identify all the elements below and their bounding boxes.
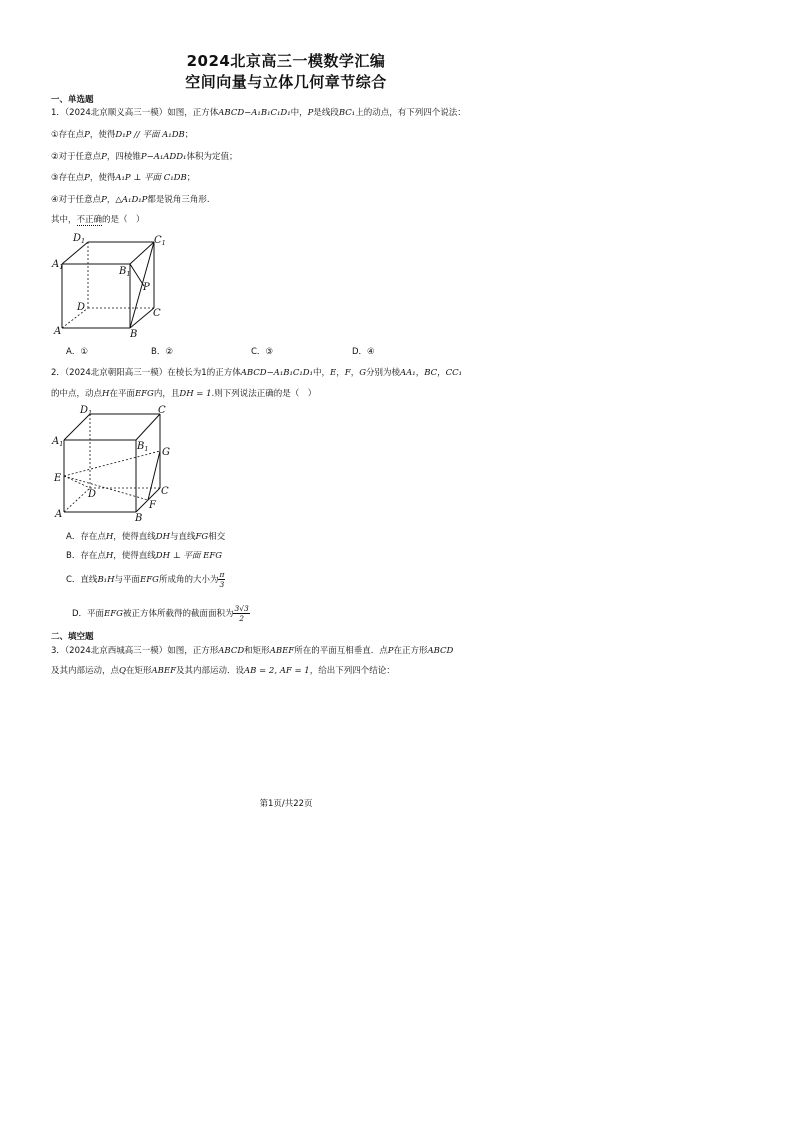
segment (130, 264, 144, 286)
q1-cube-figure (50, 230, 180, 342)
label-d: D (77, 302, 86, 313)
label-b: B (130, 329, 138, 340)
fraction-3sqrt3-over-2: $\frac{3√3}{2}$ (234, 604, 249, 623)
label-d1: $D_1$ (73, 233, 86, 245)
label-b: B (135, 513, 143, 524)
q2-option-d[interactable]: D．平面EFG被正方体所截得的截面面积为 $\frac{3√3}{2}$ (72, 604, 249, 623)
q2-option-a[interactable]: A．存在点H，使得直线DH与直线FG相交 (66, 532, 226, 542)
hidden-edge (64, 488, 90, 512)
q1-question: 其中，不正确的是（ ） (51, 215, 145, 225)
label-b1: $B_1$ (119, 266, 131, 278)
q1-option-a[interactable]: A．① (66, 347, 88, 357)
edge (130, 308, 154, 328)
q1-stem: 1．（2024北京顺义高三一模）如图，正方体ABCD−A₁B₁C₁D₁中，P是线段BC₁上的动点，有下列四个说法： (51, 108, 466, 118)
label-c1: C (158, 405, 166, 416)
label-c1: $C_1$ (154, 235, 166, 247)
label-c: C (153, 308, 161, 319)
edge (130, 242, 154, 264)
q1-statement-3: ③存在点P，使得A₁P ⊥ 平面 C₁DB； (51, 173, 196, 183)
q1-option-c[interactable]: C．③ (251, 347, 274, 357)
q3-stem: 3．（2024北京西城高三一模）如图，正方形ABCD和矩形ABEF所在的平面互相垂直．点P在正方形ABCD (51, 646, 454, 656)
label-f: F (149, 500, 156, 511)
q3-stem-line2: 及其内部运动，点Q在矩形ABEF及其内部运动．设AB = 2, AF = 1，给出下列四个结论： (51, 666, 395, 676)
label-a: A (54, 326, 62, 337)
label-d1: $D_1$ (80, 405, 93, 417)
q2-stem-line2: 的中点，动点H在平面EFG内，且DH = 1.则下列说法正确的是（ ） (51, 389, 317, 399)
document-title: 2024北京高三一模数学汇编 (186, 52, 386, 70)
q1-statement-4: ④对于任意点P，△A₁D₁P都是锐角三角形. (51, 195, 210, 205)
q2-cube-figure (50, 404, 180, 526)
segment-fg (148, 451, 160, 500)
label-c: C (161, 486, 169, 497)
q1-statement-1: ①存在点P，使得D₁P // 平面 A₁DB； (51, 130, 194, 140)
hidden-segment-ed (64, 476, 90, 488)
section-heading-fill-blank: 二、填空题 (51, 632, 94, 642)
q1-statement-2: ②对于任意点P，四棱锥P−A₁ADD₁体积为定值； (51, 152, 238, 162)
edge (136, 414, 160, 440)
label-p: P (143, 282, 150, 293)
hidden-segment-eg (64, 451, 160, 476)
label-g: G (162, 447, 170, 458)
edge (64, 414, 90, 440)
label-a1: $A_1$ (52, 259, 64, 271)
label-d: D (88, 489, 97, 500)
document-subtitle: 空间向量与立体几何章节综合 (185, 73, 387, 91)
q2-stem: 2．（2024北京朝阳高三一模）在棱长为1的正方体ABCD−A₁B₁C₁D₁中，E，F，G分别为棱AA₁，BC，CC₁ (51, 368, 463, 378)
q1-option-b[interactable]: B．② (151, 347, 173, 357)
fraction-pi-over-3: $\frac{\pi}{3}$ (219, 570, 225, 589)
q2-option-c[interactable]: C．直线B₁H与平面EFG所成角的大小为 $\frac{\pi}{3}$ (66, 570, 225, 589)
section-heading-single-choice: 一、单选题 (51, 95, 94, 105)
edge-bc1 (130, 242, 154, 328)
q2-option-b[interactable]: B．存在点H，使得直线DH ⊥ 平面 EFG (66, 551, 223, 561)
edge (62, 242, 88, 264)
page-footer: 第1页/共22页 (259, 799, 313, 809)
label-b1: $B_1$ (137, 441, 149, 453)
label-e: E (54, 473, 62, 484)
label-a: A (55, 509, 63, 520)
q1-option-d[interactable]: D．④ (352, 347, 375, 357)
label-a1: $A_1$ (52, 436, 64, 448)
